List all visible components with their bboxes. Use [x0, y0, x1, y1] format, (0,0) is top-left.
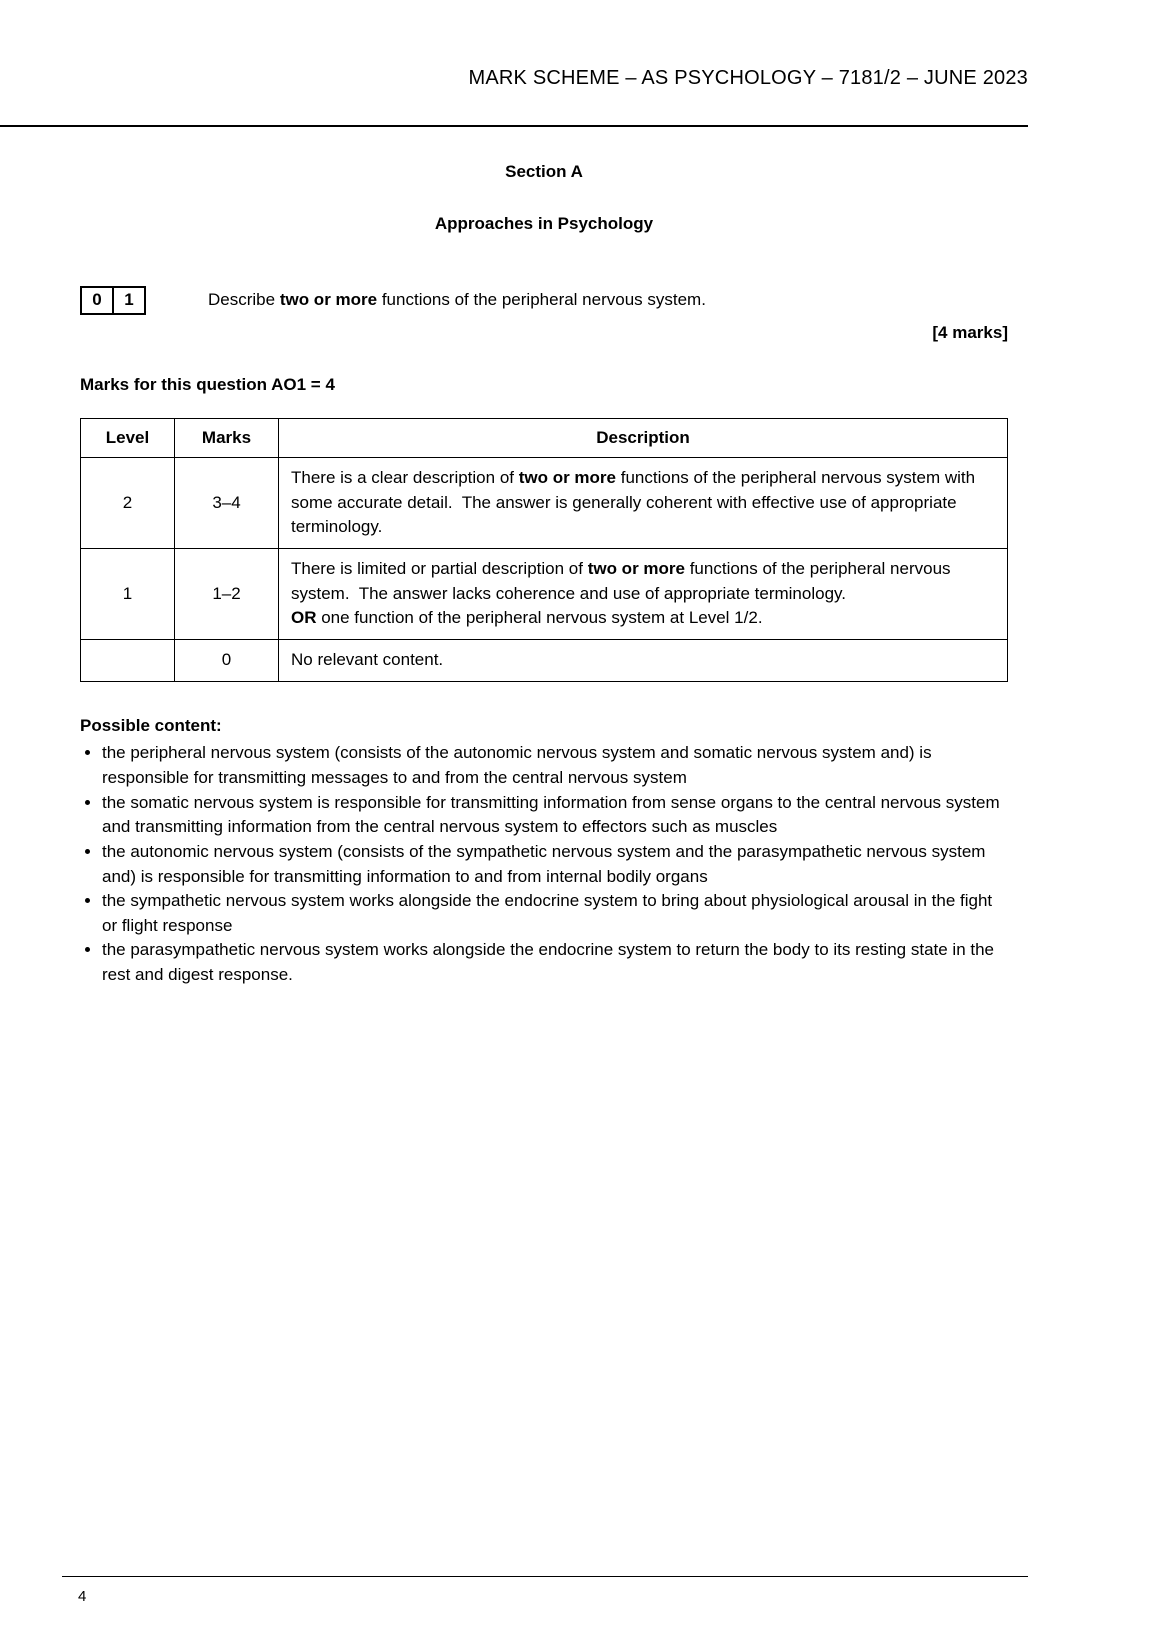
header-rule: [0, 125, 1028, 127]
possible-content-list: [80, 741, 1008, 987]
text: functions of the peripheral nervous system.: [377, 290, 706, 310]
bold-text: two or more: [279, 290, 378, 310]
description-paragraph: [291, 557, 995, 606]
level-cell: 2: [81, 458, 175, 549]
description-cell: [279, 640, 1008, 682]
possible-content-bullet: • the autonomic nervous system (consists of the sympathetic nervous system and the parasympathetic nervous system and) is responsible for transmitting information to and from internal bodily organs: [102, 840, 1008, 889]
document-header: MARK SCHEME – AS PSYCHOLOGY – 7181/2 – JUNE 2023: [468, 67, 1028, 89]
ao-line: Marks for this question AO1 = 4: [80, 374, 335, 394]
question-row: [80, 286, 1008, 315]
rubric-table-head: [81, 418, 1008, 458]
marks-cell: 1–2: [175, 549, 279, 640]
text: No relevant content.: [291, 650, 444, 670]
rubric-table: [80, 418, 1008, 682]
question-text: [208, 288, 706, 313]
possible-content-bullet: • the sympathetic nervous system works alongside the endocrine system to bring about physiological arousal in the fight or flight response: [102, 889, 1008, 938]
description-paragraph: [291, 648, 995, 673]
section-subtitle: Approaches in Psychology: [434, 213, 654, 233]
description-cell: [279, 549, 1008, 640]
description-cell: [279, 458, 1008, 549]
rubric-header-row: [81, 418, 1008, 458]
level-cell: [81, 640, 175, 682]
possible-content-heading: Possible content:: [80, 715, 222, 735]
possible-content-bullet: • the somatic nervous system is responsible for transmitting information from sense organs to the central nervous system and transmitting information from the central nervous system to effectors such as muscles: [102, 791, 1008, 840]
description-paragraph: [291, 466, 995, 540]
section-title: Section A: [505, 162, 583, 181]
level-column-header: Level: [81, 418, 175, 458]
rubric-table-body: [81, 458, 1008, 681]
description-column-header: Description: [279, 418, 1008, 458]
bold-text: OR: [291, 608, 317, 628]
marks-label: [4 marks]: [932, 323, 1008, 343]
description-paragraph: [291, 606, 995, 631]
text: There is a clear description of: [291, 468, 519, 488]
rubric-row: [81, 549, 1008, 640]
possible-content-bullet: • the parasympathetic nervous system works alongside the endocrine system to return the body to its resting state in the rest and digest response.: [102, 938, 1008, 987]
footer-rule: [62, 1576, 1028, 1578]
text: Describe: [208, 290, 280, 310]
text: functions of the peripheral nervous system. The answer lacks coherence and use of appropriate terminology.: [291, 559, 956, 603]
text: one function of the peripheral nervous system at Level 1/2.: [316, 608, 763, 628]
text: There is limited or partial description of: [291, 559, 588, 579]
rubric-row: [81, 640, 1008, 682]
marks-cell: 0: [175, 640, 279, 682]
level-cell: 1: [81, 549, 175, 640]
rubric-row: [81, 458, 1008, 549]
question-number-box-1: 1: [112, 286, 146, 315]
marks-cell: 3–4: [175, 458, 279, 549]
text: functions of the peripheral nervous system with some accurate detail. The answer is generally coherent with effective use of appropriate terminology.: [291, 468, 980, 537]
question-number-box-0: 0: [80, 286, 114, 315]
footer-page-number: 4: [78, 1588, 87, 1606]
marks-column-header: Marks: [175, 418, 279, 458]
question-number-boxes: [80, 286, 146, 315]
bold-text: two or more: [587, 559, 685, 579]
possible-content-bullet: • the peripheral nervous system (consists of the autonomic nervous system and somatic nervous system and) is responsible for transmitting messages to and from the central nervous system: [102, 741, 1008, 790]
bold-text: two or more: [518, 468, 617, 488]
page-content: [80, 150, 1008, 988]
